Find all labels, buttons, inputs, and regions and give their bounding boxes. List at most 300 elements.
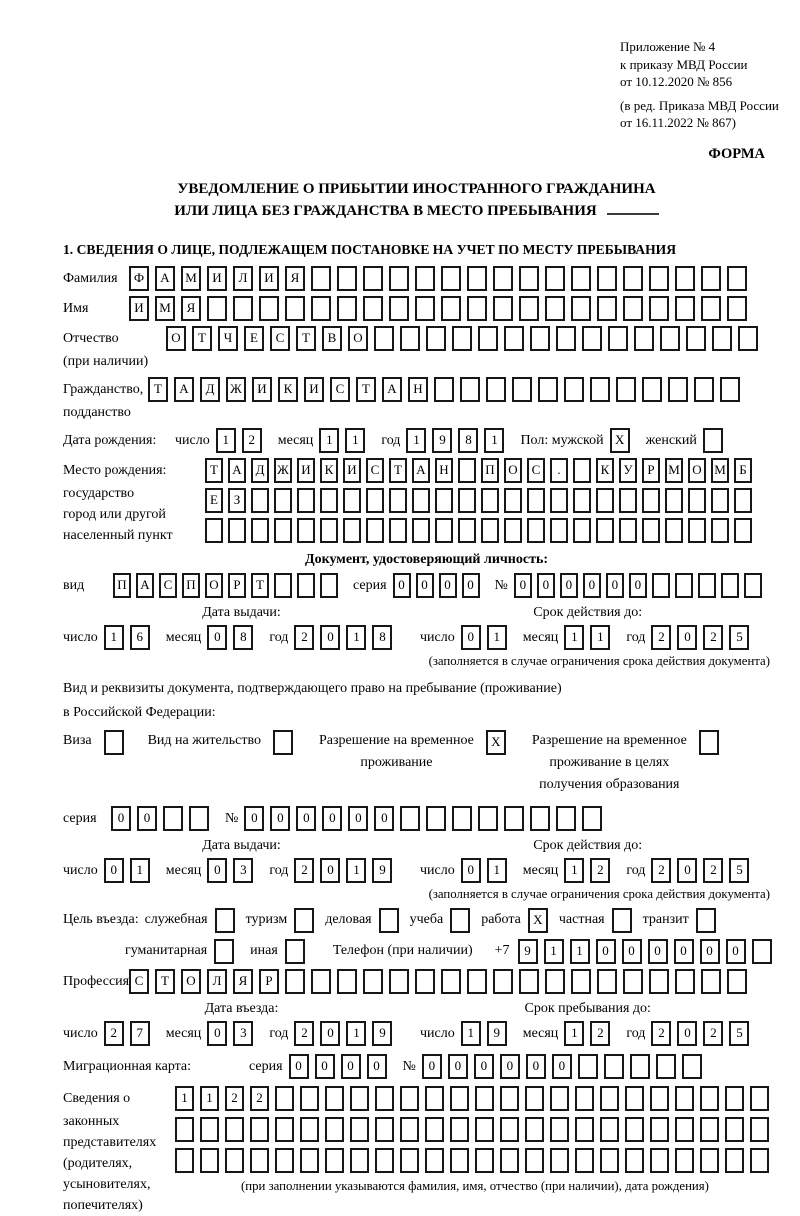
char-cell[interactable]: Д	[200, 377, 220, 402]
char-cell[interactable]: О	[688, 458, 706, 483]
char-cell[interactable]	[200, 1148, 219, 1173]
char-cell[interactable]: 2	[651, 1021, 671, 1046]
char-cell[interactable]	[205, 518, 223, 543]
char-cell[interactable]	[625, 1086, 644, 1111]
char-cell[interactable]: 0	[320, 625, 340, 650]
char-cell[interactable]	[720, 377, 740, 402]
char-cell[interactable]	[668, 377, 688, 402]
char-cell[interactable]	[426, 326, 446, 351]
char-cell[interactable]	[675, 573, 693, 598]
char-cell[interactable]	[434, 377, 454, 402]
char-cell[interactable]: З	[228, 488, 246, 513]
char-cell[interactable]: 1	[406, 428, 426, 453]
char-cell[interactable]: 0	[648, 939, 668, 964]
char-cell[interactable]	[337, 296, 357, 321]
char-cell[interactable]: Я	[233, 969, 253, 994]
char-cell[interactable]	[656, 1054, 676, 1079]
char-cell[interactable]: 0	[416, 573, 434, 598]
char-cell[interactable]	[493, 969, 513, 994]
char-cell[interactable]	[616, 377, 636, 402]
char-cell[interactable]: 0	[462, 573, 480, 598]
char-cell[interactable]: 0	[514, 573, 532, 598]
purpose-tourism-checkbox[interactable]	[294, 908, 314, 933]
char-cell[interactable]: Ж	[274, 458, 292, 483]
char-cell[interactable]	[573, 518, 591, 543]
char-cell[interactable]: 0	[320, 858, 340, 883]
char-cell[interactable]	[623, 266, 643, 291]
char-cell[interactable]: 9	[372, 1021, 392, 1046]
char-cell[interactable]	[458, 488, 476, 513]
char-cell[interactable]	[545, 296, 565, 321]
char-cell[interactable]: 2	[294, 625, 314, 650]
char-cell[interactable]: 0	[461, 625, 481, 650]
char-cell[interactable]: 1	[484, 428, 504, 453]
char-cell[interactable]	[300, 1086, 319, 1111]
char-cell[interactable]	[300, 1117, 319, 1142]
char-cell[interactable]	[350, 1086, 369, 1111]
char-cell[interactable]	[686, 326, 706, 351]
char-cell[interactable]	[504, 806, 524, 831]
char-cell[interactable]: Л	[207, 969, 227, 994]
char-cell[interactable]	[337, 266, 357, 291]
char-cell[interactable]: 0	[320, 1021, 340, 1046]
char-cell[interactable]	[725, 1148, 744, 1173]
char-cell[interactable]: А	[412, 458, 430, 483]
sex-female-checkbox[interactable]	[703, 428, 723, 453]
char-cell[interactable]	[425, 1117, 444, 1142]
char-cell[interactable]	[573, 458, 591, 483]
char-cell[interactable]	[530, 326, 550, 351]
char-cell[interactable]	[590, 377, 610, 402]
char-cell[interactable]: 1	[175, 1086, 194, 1111]
char-cell[interactable]: А	[136, 573, 154, 598]
char-cell[interactable]	[701, 969, 721, 994]
char-cell[interactable]: О	[205, 573, 223, 598]
char-cell[interactable]: Н	[408, 377, 428, 402]
char-cell[interactable]	[582, 806, 602, 831]
char-cell[interactable]	[527, 488, 545, 513]
char-cell[interactable]	[634, 326, 654, 351]
char-cell[interactable]	[389, 266, 409, 291]
char-cell[interactable]	[435, 488, 453, 513]
char-cell[interactable]	[538, 377, 558, 402]
char-cell[interactable]: 0	[207, 858, 227, 883]
char-cell[interactable]: 1	[216, 428, 236, 453]
char-cell[interactable]: Т	[251, 573, 269, 598]
char-cell[interactable]: А	[155, 266, 175, 291]
char-cell[interactable]	[500, 1117, 519, 1142]
char-cell[interactable]: О	[166, 326, 186, 351]
char-cell[interactable]	[320, 573, 338, 598]
char-cell[interactable]: 1	[346, 858, 366, 883]
char-cell[interactable]	[642, 377, 662, 402]
char-cell[interactable]: 2	[651, 625, 671, 650]
char-cell[interactable]	[504, 488, 522, 513]
char-cell[interactable]	[478, 806, 498, 831]
char-cell[interactable]	[700, 1148, 719, 1173]
char-cell[interactable]: 0	[500, 1054, 520, 1079]
char-cell[interactable]: 2	[104, 1021, 124, 1046]
char-cell[interactable]: 2	[250, 1086, 269, 1111]
char-cell[interactable]	[320, 518, 338, 543]
char-cell[interactable]	[512, 377, 532, 402]
char-cell[interactable]: Т	[205, 458, 223, 483]
char-cell[interactable]	[374, 326, 394, 351]
char-cell[interactable]	[425, 1086, 444, 1111]
char-cell[interactable]: 0	[606, 573, 624, 598]
char-cell[interactable]	[727, 266, 747, 291]
char-cell[interactable]: 0	[596, 939, 616, 964]
char-cell[interactable]	[571, 266, 591, 291]
char-cell[interactable]: 1	[346, 1021, 366, 1046]
char-cell[interactable]	[225, 1117, 244, 1142]
char-cell[interactable]: Т	[296, 326, 316, 351]
char-cell[interactable]	[652, 573, 670, 598]
char-cell[interactable]	[738, 326, 758, 351]
char-cell[interactable]	[701, 266, 721, 291]
char-cell[interactable]	[493, 296, 513, 321]
char-cell[interactable]	[375, 1117, 394, 1142]
char-cell[interactable]: 0	[526, 1054, 546, 1079]
char-cell[interactable]	[251, 488, 269, 513]
char-cell[interactable]	[389, 969, 409, 994]
char-cell[interactable]	[363, 296, 383, 321]
char-cell[interactable]	[415, 969, 435, 994]
char-cell[interactable]	[452, 326, 472, 351]
char-cell[interactable]	[389, 488, 407, 513]
char-cell[interactable]: 0	[677, 858, 697, 883]
char-cell[interactable]: К	[596, 458, 614, 483]
char-cell[interactable]	[701, 296, 721, 321]
char-cell[interactable]: 2	[651, 858, 671, 883]
char-cell[interactable]	[573, 488, 591, 513]
char-cell[interactable]: 2	[703, 858, 723, 883]
char-cell[interactable]: 9	[372, 858, 392, 883]
char-cell[interactable]	[556, 806, 576, 831]
char-cell[interactable]: 1	[461, 1021, 481, 1046]
char-cell[interactable]: 2	[590, 858, 610, 883]
char-cell[interactable]	[311, 266, 331, 291]
char-cell[interactable]	[325, 1148, 344, 1173]
char-cell[interactable]	[297, 573, 315, 598]
char-cell[interactable]	[642, 488, 660, 513]
char-cell[interactable]: 0	[296, 806, 316, 831]
char-cell[interactable]	[412, 518, 430, 543]
char-cell[interactable]: 1	[544, 939, 564, 964]
purpose-humanitarian-checkbox[interactable]	[214, 939, 234, 964]
char-cell[interactable]	[545, 969, 565, 994]
char-cell[interactable]	[675, 1086, 694, 1111]
char-cell[interactable]: О	[348, 326, 368, 351]
char-cell[interactable]: .	[550, 458, 568, 483]
char-cell[interactable]	[675, 1117, 694, 1142]
char-cell[interactable]	[578, 1054, 598, 1079]
char-cell[interactable]: 0	[422, 1054, 442, 1079]
char-cell[interactable]: С	[330, 377, 350, 402]
char-cell[interactable]	[665, 518, 683, 543]
char-cell[interactable]: И	[259, 266, 279, 291]
char-cell[interactable]	[481, 518, 499, 543]
char-cell[interactable]	[650, 1086, 669, 1111]
char-cell[interactable]	[426, 806, 446, 831]
char-cell[interactable]	[525, 1148, 544, 1173]
char-cell[interactable]: 0	[700, 939, 720, 964]
char-cell[interactable]	[400, 1086, 419, 1111]
char-cell[interactable]	[725, 1117, 744, 1142]
char-cell[interactable]	[250, 1117, 269, 1142]
char-cell[interactable]: 2	[225, 1086, 244, 1111]
char-cell[interactable]	[550, 1086, 569, 1111]
char-cell[interactable]	[467, 296, 487, 321]
char-cell[interactable]: 0	[629, 573, 647, 598]
char-cell[interactable]	[650, 1148, 669, 1173]
char-cell[interactable]	[493, 266, 513, 291]
char-cell[interactable]: Д	[251, 458, 269, 483]
char-cell[interactable]	[727, 296, 747, 321]
char-cell[interactable]: 5	[729, 625, 749, 650]
char-cell[interactable]	[343, 488, 361, 513]
char-cell[interactable]: С	[159, 573, 177, 598]
char-cell[interactable]	[604, 1054, 624, 1079]
purpose-transit-checkbox[interactable]	[696, 908, 716, 933]
char-cell[interactable]	[575, 1086, 594, 1111]
char-cell[interactable]	[725, 1086, 744, 1111]
char-cell[interactable]: 1	[104, 625, 124, 650]
char-cell[interactable]: 9	[518, 939, 538, 964]
char-cell[interactable]: О	[504, 458, 522, 483]
char-cell[interactable]: 2	[242, 428, 262, 453]
char-cell[interactable]: 1	[487, 625, 507, 650]
char-cell[interactable]	[475, 1117, 494, 1142]
char-cell[interactable]	[608, 326, 628, 351]
char-cell[interactable]	[297, 518, 315, 543]
char-cell[interactable]	[530, 806, 550, 831]
char-cell[interactable]	[233, 296, 253, 321]
char-cell[interactable]	[721, 573, 739, 598]
char-cell[interactable]	[441, 266, 461, 291]
char-cell[interactable]	[571, 296, 591, 321]
char-cell[interactable]: 2	[294, 858, 314, 883]
char-cell[interactable]	[285, 969, 305, 994]
char-cell[interactable]	[458, 458, 476, 483]
char-cell[interactable]	[519, 296, 539, 321]
char-cell[interactable]: 0	[315, 1054, 335, 1079]
char-cell[interactable]	[400, 326, 420, 351]
char-cell[interactable]	[475, 1148, 494, 1173]
char-cell[interactable]	[389, 296, 409, 321]
char-cell[interactable]: 0	[207, 1021, 227, 1046]
char-cell[interactable]: У	[619, 458, 637, 483]
char-cell[interactable]	[458, 518, 476, 543]
char-cell[interactable]	[688, 518, 706, 543]
char-cell[interactable]: Ф	[129, 266, 149, 291]
char-cell[interactable]: Т	[148, 377, 168, 402]
char-cell[interactable]	[597, 969, 617, 994]
char-cell[interactable]	[175, 1117, 194, 1142]
char-cell[interactable]: 0	[104, 858, 124, 883]
char-cell[interactable]: С	[527, 458, 545, 483]
char-cell[interactable]: Я	[181, 296, 201, 321]
char-cell[interactable]	[698, 573, 716, 598]
char-cell[interactable]: 1	[570, 939, 590, 964]
char-cell[interactable]	[625, 1148, 644, 1173]
char-cell[interactable]: Ч	[218, 326, 238, 351]
char-cell[interactable]: 9	[487, 1021, 507, 1046]
char-cell[interactable]: 0	[448, 1054, 468, 1079]
char-cell[interactable]: 8	[372, 625, 392, 650]
char-cell[interactable]	[527, 518, 545, 543]
char-cell[interactable]: 1	[590, 625, 610, 650]
char-cell[interactable]	[752, 939, 772, 964]
char-cell[interactable]	[350, 1117, 369, 1142]
visa-checkbox[interactable]	[104, 730, 124, 755]
char-cell[interactable]	[375, 1148, 394, 1173]
char-cell[interactable]	[711, 518, 729, 543]
char-cell[interactable]	[400, 806, 420, 831]
temp-residence-edu-checkbox[interactable]	[699, 730, 719, 755]
char-cell[interactable]: 3	[233, 1021, 253, 1046]
char-cell[interactable]	[228, 518, 246, 543]
char-cell[interactable]	[400, 1117, 419, 1142]
char-cell[interactable]	[519, 969, 539, 994]
char-cell[interactable]: Р	[259, 969, 279, 994]
char-cell[interactable]: Т	[356, 377, 376, 402]
char-cell[interactable]	[556, 326, 576, 351]
char-cell[interactable]: 0	[393, 573, 411, 598]
char-cell[interactable]: 3	[233, 858, 253, 883]
char-cell[interactable]: 1	[564, 1021, 584, 1046]
char-cell[interactable]	[175, 1148, 194, 1173]
char-cell[interactable]: А	[174, 377, 194, 402]
char-cell[interactable]: 0	[137, 806, 157, 831]
char-cell[interactable]	[600, 1148, 619, 1173]
char-cell[interactable]: К	[278, 377, 298, 402]
char-cell[interactable]	[274, 518, 292, 543]
char-cell[interactable]	[750, 1086, 769, 1111]
char-cell[interactable]	[550, 488, 568, 513]
char-cell[interactable]	[320, 488, 338, 513]
char-cell[interactable]	[504, 518, 522, 543]
char-cell[interactable]	[415, 296, 435, 321]
char-cell[interactable]	[596, 518, 614, 543]
char-cell[interactable]: В	[322, 326, 342, 351]
char-cell[interactable]	[450, 1117, 469, 1142]
char-cell[interactable]	[712, 326, 732, 351]
char-cell[interactable]	[200, 1117, 219, 1142]
char-cell[interactable]	[366, 518, 384, 543]
char-cell[interactable]	[441, 969, 461, 994]
char-cell[interactable]	[700, 1117, 719, 1142]
char-cell[interactable]	[343, 518, 361, 543]
sex-male-checkbox[interactable]: X	[610, 428, 630, 453]
char-cell[interactable]: А	[382, 377, 402, 402]
char-cell[interactable]: 5	[729, 858, 749, 883]
char-cell[interactable]	[300, 1148, 319, 1173]
char-cell[interactable]	[734, 518, 752, 543]
char-cell[interactable]: М	[155, 296, 175, 321]
char-cell[interactable]	[435, 518, 453, 543]
char-cell[interactable]: И	[129, 296, 149, 321]
char-cell[interactable]: И	[207, 266, 227, 291]
char-cell[interactable]	[460, 377, 480, 402]
char-cell[interactable]: 0	[677, 1021, 697, 1046]
char-cell[interactable]	[366, 488, 384, 513]
char-cell[interactable]	[625, 1117, 644, 1142]
char-cell[interactable]	[467, 969, 487, 994]
char-cell[interactable]	[630, 1054, 650, 1079]
char-cell[interactable]	[285, 296, 305, 321]
char-cell[interactable]	[571, 969, 591, 994]
char-cell[interactable]: Т	[192, 326, 212, 351]
char-cell[interactable]	[700, 1086, 719, 1111]
char-cell[interactable]: 1	[319, 428, 339, 453]
char-cell[interactable]: 0	[111, 806, 131, 831]
char-cell[interactable]	[525, 1086, 544, 1111]
char-cell[interactable]	[350, 1148, 369, 1173]
char-cell[interactable]	[363, 969, 383, 994]
char-cell[interactable]: 0	[583, 573, 601, 598]
char-cell[interactable]: 0	[289, 1054, 309, 1079]
char-cell[interactable]: 0	[207, 625, 227, 650]
char-cell[interactable]	[412, 488, 430, 513]
char-cell[interactable]: 0	[677, 625, 697, 650]
char-cell[interactable]	[750, 1117, 769, 1142]
char-cell[interactable]: 0	[341, 1054, 361, 1079]
char-cell[interactable]	[675, 296, 695, 321]
char-cell[interactable]: 1	[345, 428, 365, 453]
char-cell[interactable]	[251, 518, 269, 543]
char-cell[interactable]: 0	[439, 573, 457, 598]
char-cell[interactable]: 0	[367, 1054, 387, 1079]
char-cell[interactable]	[619, 518, 637, 543]
char-cell[interactable]	[325, 1117, 344, 1142]
char-cell[interactable]: С	[270, 326, 290, 351]
char-cell[interactable]	[660, 326, 680, 351]
char-cell[interactable]	[675, 969, 695, 994]
char-cell[interactable]: 0	[674, 939, 694, 964]
char-cell[interactable]	[400, 1148, 419, 1173]
char-cell[interactable]: 1	[564, 625, 584, 650]
char-cell[interactable]	[297, 488, 315, 513]
char-cell[interactable]: С	[129, 969, 149, 994]
char-cell[interactable]: 0	[244, 806, 264, 831]
char-cell[interactable]: И	[343, 458, 361, 483]
char-cell[interactable]: Р	[228, 573, 246, 598]
char-cell[interactable]	[519, 266, 539, 291]
char-cell[interactable]: П	[113, 573, 131, 598]
char-cell[interactable]	[545, 266, 565, 291]
char-cell[interactable]: Б	[734, 458, 752, 483]
char-cell[interactable]: 2	[590, 1021, 610, 1046]
char-cell[interactable]: 8	[233, 625, 253, 650]
char-cell[interactable]: М	[711, 458, 729, 483]
char-cell[interactable]: 1	[200, 1086, 219, 1111]
char-cell[interactable]: Т	[389, 458, 407, 483]
char-cell[interactable]	[275, 1148, 294, 1173]
purpose-study-checkbox[interactable]	[450, 908, 470, 933]
char-cell[interactable]	[550, 1117, 569, 1142]
char-cell[interactable]	[275, 1117, 294, 1142]
char-cell[interactable]: К	[320, 458, 338, 483]
char-cell[interactable]	[675, 1148, 694, 1173]
char-cell[interactable]: 0	[461, 858, 481, 883]
char-cell[interactable]	[363, 266, 383, 291]
purpose-official-checkbox[interactable]	[215, 908, 235, 933]
char-cell[interactable]: 1	[346, 625, 366, 650]
char-cell[interactable]	[582, 326, 602, 351]
char-cell[interactable]	[481, 488, 499, 513]
char-cell[interactable]: 1	[564, 858, 584, 883]
